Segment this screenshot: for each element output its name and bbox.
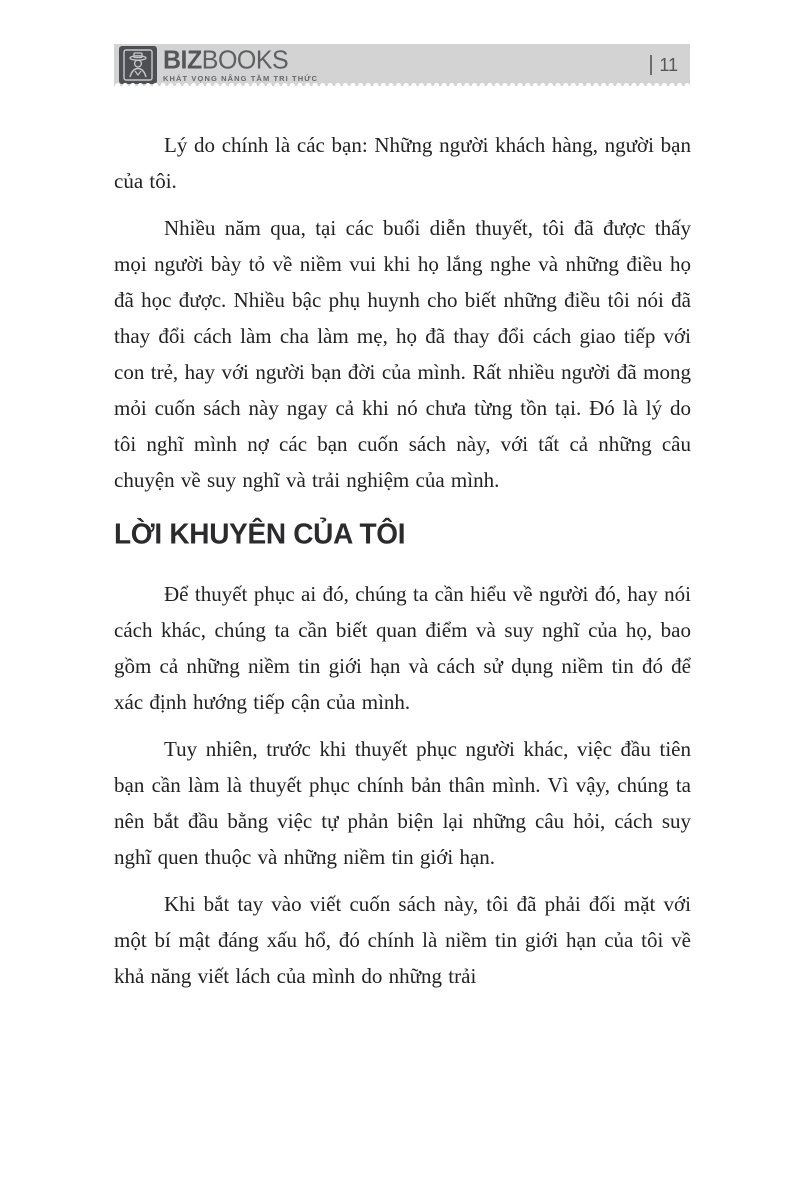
brand-tagline: KHÁT VỌNG NÂNG TẦM TRI THỨC xyxy=(163,73,319,83)
paragraph: Để thuyết phục ai đó, chúng ta cần hiểu về người đó, hay nói cách khác, chúng ta cần biết quan điểm và suy nghĩ của họ, bao gồm cả những niềm tin giới hạn và cách sử dụng niềm tin đó để xác định hướng tiếp cận của mình. xyxy=(114,582,691,714)
brand-books: BOOKS xyxy=(201,44,289,75)
bizbooks-figure-icon xyxy=(119,46,157,84)
page-header xyxy=(114,44,690,86)
paragraph: Tuy nhiên, trước khi thuyết phục người khác, việc đầu tiên bạn cần làm là thuyết phục chính bản thân mình. Vì vậy, chúng ta nên bắt đầu bằng việc tự phản biện lại những câu hỏi, cách suy nghĩ quen thuộc và những niềm tin giới hạn. xyxy=(114,737,691,869)
paragraph: Nhiều năm qua, tại các buổi diễn thuyết, tôi đã được thấy mọi người bày tỏ về niềm vui khi họ lắng nghe và những điều họ đã học được. Nhiều bậc phụ huynh cho biết những điều tôi nói đã thay đổi cách làm cha làm mẹ, họ đã thay đổi cách giao tiếp với con trẻ, hay với người bạn đời của mình. Rất nhiều người đã mong mỏi cuốn sách này ngay cả khi nó chưa từng tồn tại. Đó là lý do tôi nghĩ mình nợ các bạn cuốn sách này, với tất cả những câu chuyện về suy nghĩ và trải nghiệm của mình. xyxy=(114,216,691,492)
page-number-divider xyxy=(650,55,652,75)
paragraph: Lý do chính là các bạn: Những người khách hàng, người bạn của tôi. xyxy=(114,133,691,193)
page-number xyxy=(650,55,678,76)
brand-name xyxy=(163,44,318,75)
body-text xyxy=(114,127,691,1005)
page-number-value: 11 xyxy=(659,54,678,75)
paragraph: Khi bắt tay vào viết cuốn sách này, tôi đã phải đối mặt với một bí mật đáng xấu hổ, đó chính là niềm tin giới hạn của tôi về khả năng viết lách của mình do những trải xyxy=(114,892,691,988)
brand-biz: BIZ xyxy=(163,44,202,75)
bizbooks-logo xyxy=(119,46,318,84)
section-heading: LỜI KHUYÊN CỦA TÔI xyxy=(114,517,406,550)
logo-text xyxy=(163,44,319,83)
